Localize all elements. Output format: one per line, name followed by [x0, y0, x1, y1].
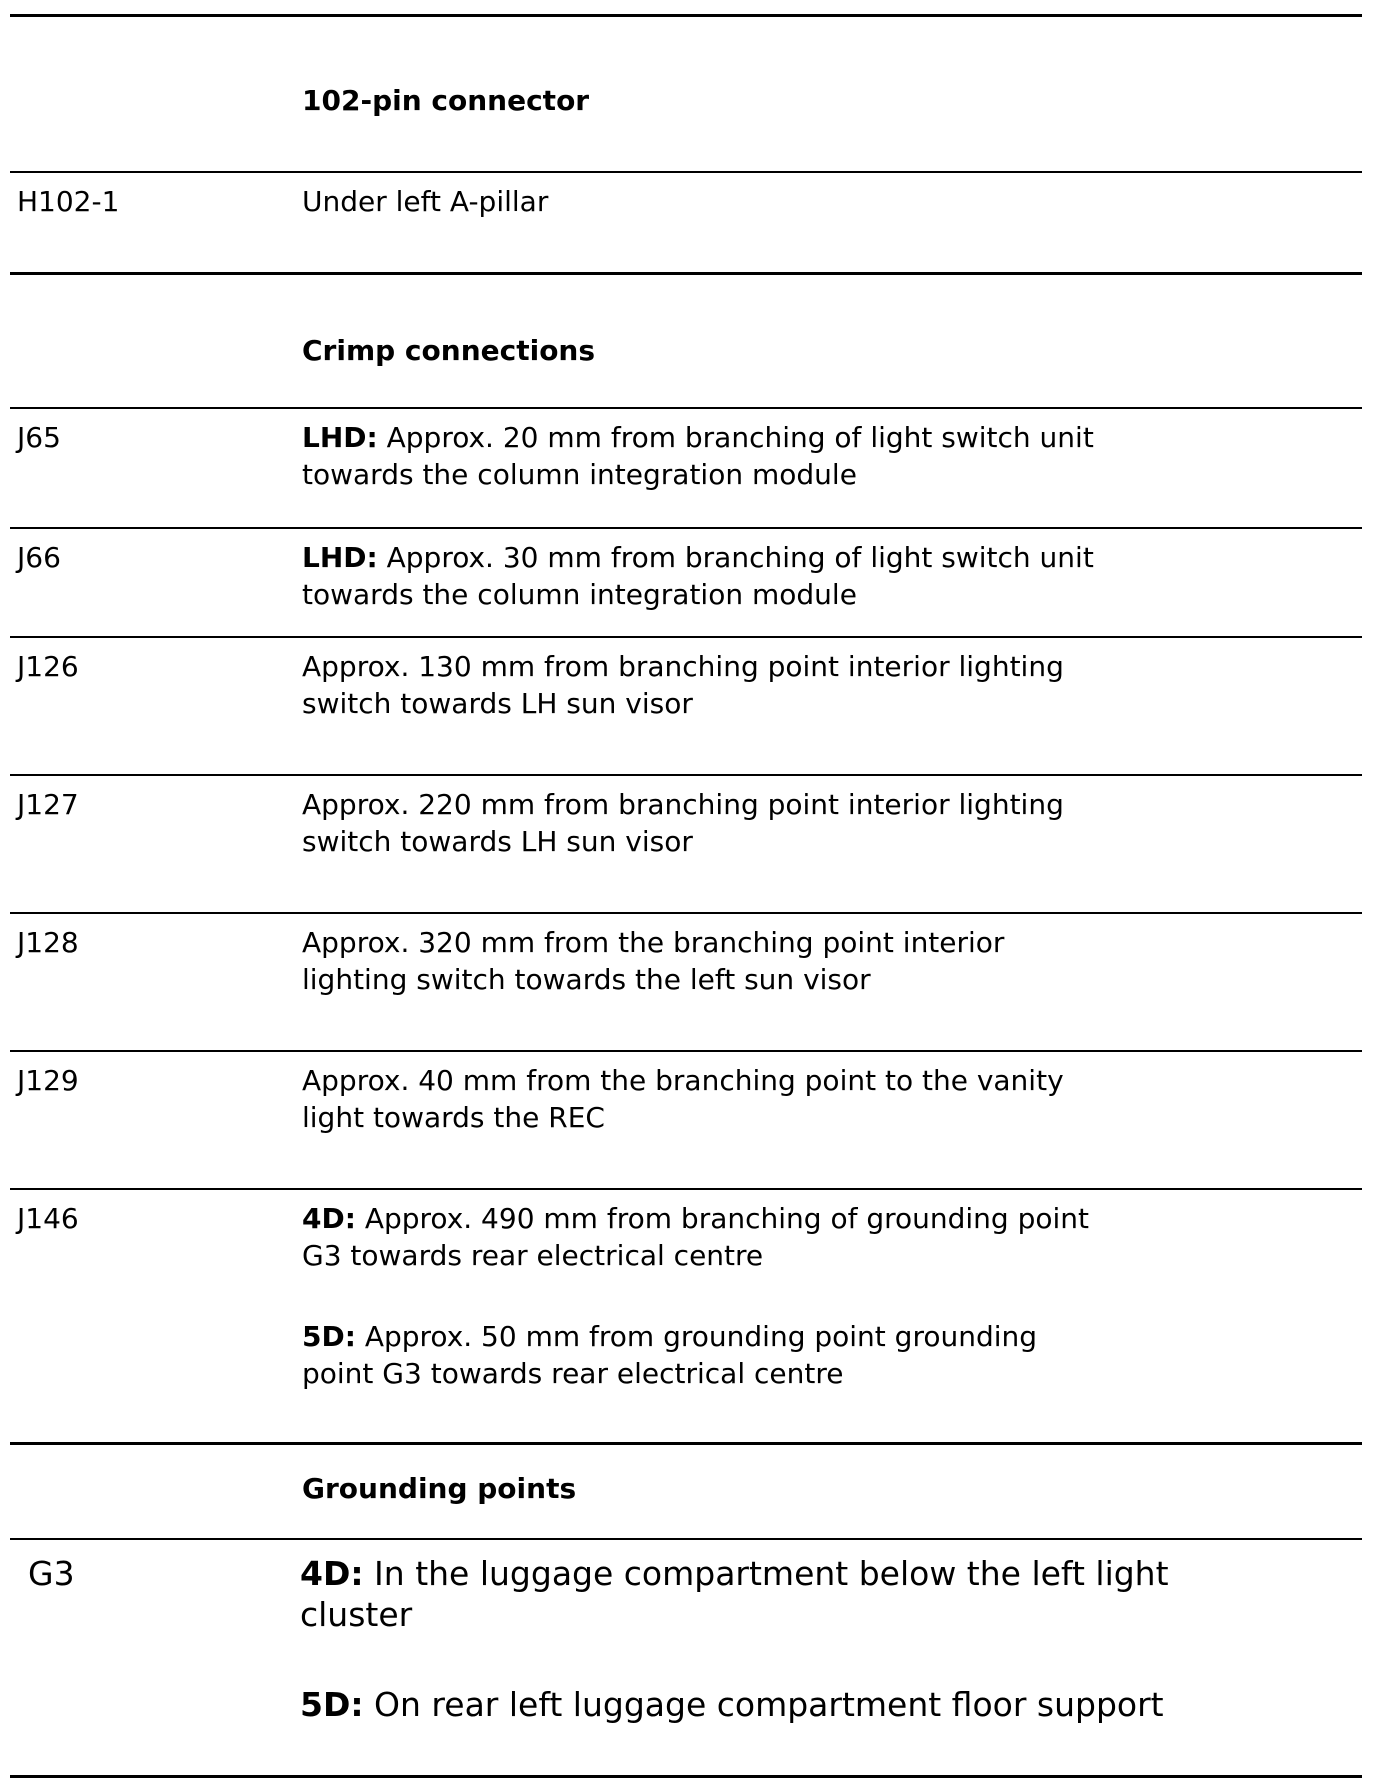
row-description — [302, 1062, 1064, 1136]
row-code: J128 — [17, 926, 79, 959]
table-rule — [10, 407, 1362, 409]
table-rule — [10, 1442, 1362, 1445]
row-prefix: 4D: — [302, 1202, 356, 1235]
row-prefix: LHD: — [302, 421, 378, 454]
row-line: switch towards LH sun visor — [302, 687, 693, 720]
row-code: G3 — [28, 1554, 75, 1593]
table-rule — [10, 912, 1362, 914]
row-description — [302, 924, 1004, 998]
row-line: light towards the REC — [302, 1101, 605, 1134]
row-description — [302, 1318, 1037, 1392]
row-line: towards the column integration module — [302, 578, 857, 611]
table-rule — [10, 171, 1362, 173]
row-line: Approx. 40 mm from the branching point to the vanity — [302, 1064, 1064, 1097]
table-rule — [10, 1188, 1362, 1190]
table-rule — [10, 1050, 1362, 1052]
section-heading-pin-connector: 102-pin connector — [302, 84, 590, 117]
table-rule — [10, 774, 1362, 776]
row-description — [300, 1684, 1164, 1725]
row-code: H102-1 — [17, 185, 120, 218]
row-prefix: 4D: — [300, 1554, 364, 1593]
row-code: J127 — [17, 788, 79, 821]
table-rule — [10, 527, 1362, 529]
row-description: Under left A-pillar — [302, 185, 549, 218]
row-description — [300, 1553, 1169, 1635]
row-line: Approx. 20 mm from branching of light switch unit — [377, 421, 1094, 454]
row-line: Approx. 130 mm from branching point interior lighting — [302, 650, 1064, 683]
row-line: switch towards LH sun visor — [302, 825, 693, 858]
row-line: On rear left luggage compartment floor support — [363, 1685, 1164, 1724]
row-description — [302, 786, 1064, 860]
table-rule — [10, 14, 1362, 17]
row-code: J146 — [17, 1202, 79, 1235]
row-line: cluster — [300, 1595, 413, 1634]
table-rule — [10, 272, 1362, 275]
row-description — [302, 419, 1094, 493]
section-heading-grounding: Grounding points — [302, 1472, 577, 1505]
row-prefix: LHD: — [302, 541, 378, 574]
row-code: J66 — [17, 541, 61, 574]
row-line: G3 towards rear electrical centre — [302, 1239, 764, 1272]
table-rule — [10, 636, 1362, 638]
row-description — [302, 539, 1094, 613]
row-line: Approx. 490 mm from branching of grounding point — [355, 1202, 1090, 1235]
row-line: Approx. 320 mm from the branching point interior — [302, 926, 1005, 959]
row-line: towards the column integration module — [302, 458, 857, 491]
row-code: J129 — [17, 1064, 79, 1097]
row-line: Approx. 30 mm from branching of light switch unit — [377, 541, 1094, 574]
row-description — [302, 1200, 1089, 1274]
row-prefix: 5D: — [300, 1685, 364, 1724]
table-rule — [10, 1775, 1362, 1778]
row-line: point G3 towards rear electrical centre — [302, 1357, 844, 1390]
row-code: J65 — [17, 421, 61, 454]
row-code: J126 — [17, 650, 79, 683]
row-prefix: 5D: — [302, 1320, 356, 1353]
table-rule — [10, 1538, 1362, 1540]
section-heading-crimp: Crimp connections — [302, 334, 596, 367]
row-description — [302, 648, 1064, 722]
row-line: Approx. 220 mm from branching point interior lighting — [302, 788, 1064, 821]
row-line: lighting switch towards the left sun visor — [302, 963, 871, 996]
row-line: Approx. 50 mm from grounding point grounding — [355, 1320, 1038, 1353]
row-line: In the luggage compartment below the left light — [363, 1554, 1169, 1593]
